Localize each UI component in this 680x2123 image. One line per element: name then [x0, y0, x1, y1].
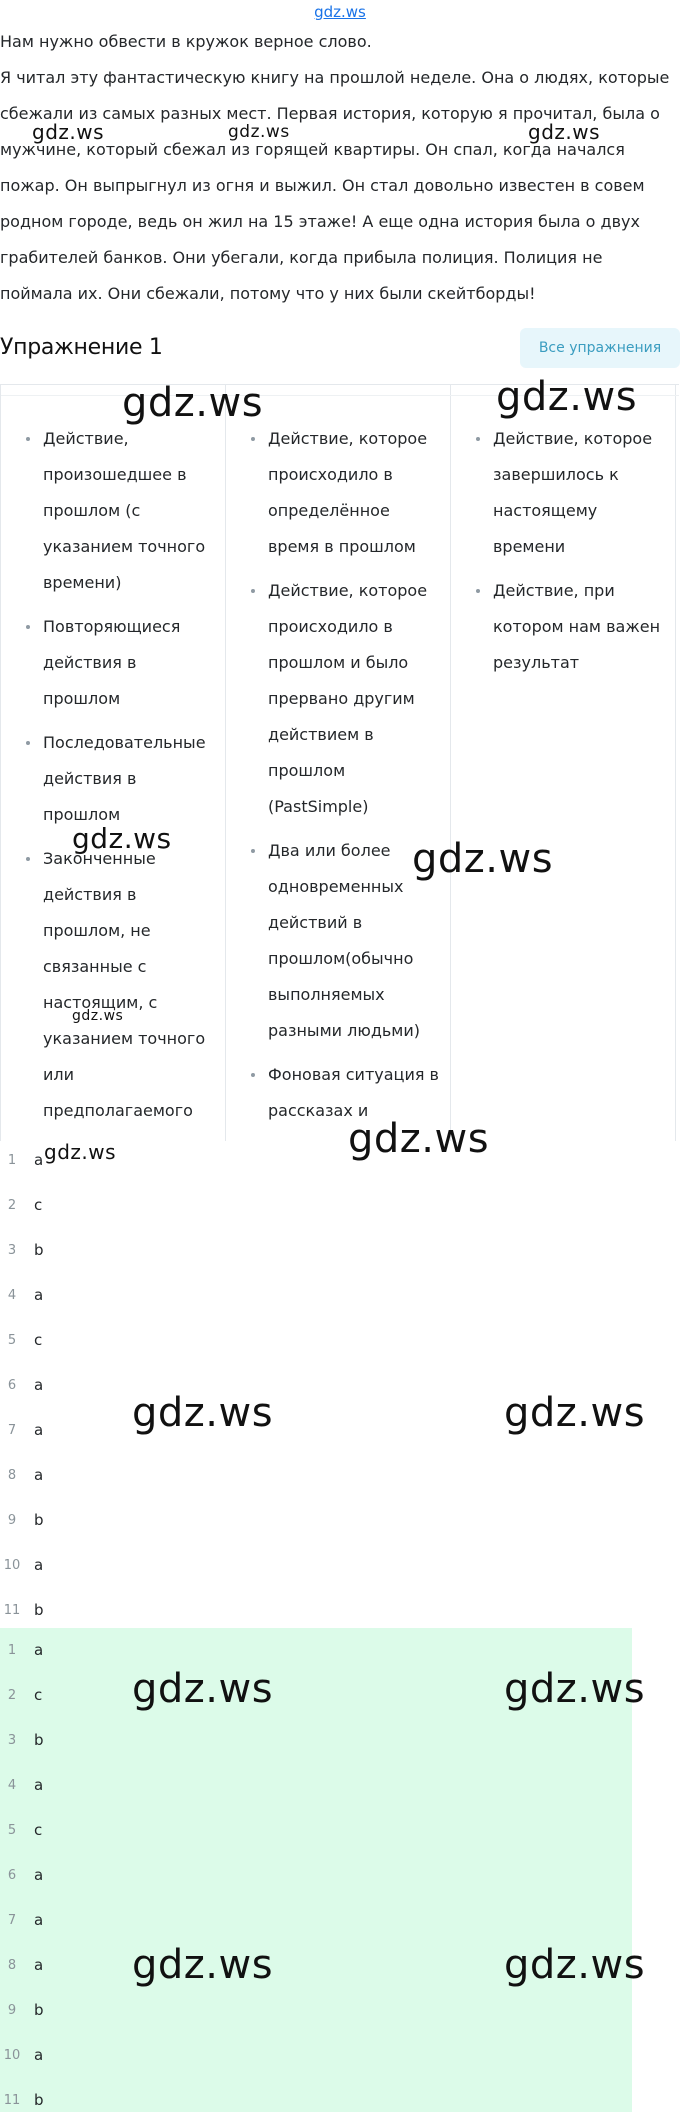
table-column-2: [226, 385, 451, 1141]
answer-value: b: [34, 2001, 44, 2019]
answer-row: [0, 1183, 680, 1228]
answer-value: c: [34, 1686, 43, 1704]
answer-number: 4: [7, 1288, 17, 1303]
answer-number: 10: [3, 1558, 21, 1573]
task-instruction: Нам нужно обвести в кружок верное слово.: [0, 32, 372, 51]
answer-row: [0, 1273, 680, 1318]
answer-row: [0, 1228, 680, 1273]
answer-number: 5: [7, 1333, 17, 1348]
watermark: gdz.ws: [504, 1390, 646, 1436]
table-column-3: [451, 385, 676, 1141]
answer-number: 2: [7, 1198, 17, 1213]
answer-value: a: [34, 1866, 44, 1884]
answer-number: 3: [7, 1733, 17, 1748]
answer-list-1: [0, 1138, 680, 1633]
answer-value: b: [34, 1731, 44, 1749]
answer-row: [0, 1588, 680, 1633]
answer-value: a: [34, 1151, 44, 1169]
answer-value: c: [34, 1196, 43, 1214]
answer-number: 11: [3, 1603, 21, 1618]
watermark: gdz.ws: [496, 374, 638, 420]
answer-row: [0, 1318, 680, 1363]
watermark: gdz.ws: [412, 836, 554, 882]
answer-value: a: [34, 1556, 44, 1574]
tense-usage-table: [0, 384, 679, 1141]
table-list-item: Действие, произошедшее в прошлом (с указанием точного времени): [43, 421, 217, 601]
answer-number: 6: [7, 1868, 17, 1883]
answer-number: 4: [7, 1778, 17, 1793]
all-exercises-button[interactable]: Все упражнения: [520, 328, 680, 368]
answer-value: c: [34, 1821, 43, 1839]
watermark: gdz.ws: [132, 1942, 274, 1988]
table-list-item: Законченные действия в прошлом, не связанные с настоящим, с указанием точного или предполагаемого: [43, 841, 217, 1129]
answer-value: c: [34, 1331, 43, 1349]
answer-number: 1: [7, 1153, 17, 1168]
watermark: gdz.ws: [122, 380, 264, 426]
table-list-item: Действие, которое происходило в определённое время в прошлом: [268, 421, 442, 565]
answer-number: 2: [7, 1688, 17, 1703]
answer-number: 6: [7, 1378, 17, 1393]
answer-number: 1: [7, 1643, 17, 1658]
answer-value: a: [34, 1911, 44, 1929]
table-column-1: [1, 385, 226, 1141]
table-list-item: Действие, которое завершилось к настоящему времени: [493, 421, 667, 565]
answer-number: 10: [3, 2048, 21, 2063]
answer-number: 5: [7, 1823, 17, 1838]
answer-number: 7: [7, 1423, 17, 1438]
answer-row: [0, 1763, 680, 1808]
answer-row: [0, 1808, 680, 1853]
answer-value: a: [34, 1376, 44, 1394]
site-logo[interactable]: gdz.ws: [314, 3, 366, 21]
table-list-item: Повторяющиеся действия в прошлом: [43, 609, 217, 717]
answer-number: 9: [7, 2003, 17, 2018]
answer-value: a: [34, 1956, 44, 1974]
watermark: gdz.ws: [348, 1116, 490, 1162]
answer-value: a: [34, 1421, 44, 1439]
answer-number: 9: [7, 1513, 17, 1528]
answer-number: 7: [7, 1913, 17, 1928]
watermark: gdz.ws: [72, 1008, 124, 1024]
answer-row: [0, 2033, 680, 2078]
answer-value: a: [34, 1641, 44, 1659]
answer-row: [0, 1543, 680, 1588]
watermark: gdz.ws: [132, 1390, 274, 1436]
answer-row: [0, 1453, 680, 1498]
answer-value: b: [34, 2091, 44, 2109]
answer-value: a: [34, 1776, 44, 1794]
answer-value: b: [34, 1241, 44, 1259]
watermark: gdz.ws: [32, 120, 105, 144]
answer-row: [0, 1988, 680, 2033]
answer-row: [0, 2078, 680, 2123]
answer-row: [0, 1718, 680, 1763]
answer-row: [0, 1498, 680, 1543]
answer-value: a: [34, 2046, 44, 2064]
answer-number: 11: [3, 2093, 21, 2108]
answer-number: 3: [7, 1243, 17, 1258]
answer-number: 8: [7, 1958, 17, 1973]
watermark: gdz.ws: [528, 120, 601, 144]
story-text: Я читал эту фантастическую книгу на прошлой неделе. Она о людях, которые сбежали из самых разных мест. Первая история, которую я прочитал, была о мужчине, который сбежал из горящей квартиры. Он спал, когда начался пожар. Он выпрыгнул из огня и выжил. Он стал довольно известен в совем родном городе, ведь он жил на 15 этаже! А еще одна история была о двух грабителей банков. Они убегали, когда прибыла полиция. Полиция не поймала их. Они сбежали, потому что у них были скейтборды!: [0, 68, 670, 303]
table-list-item: Действие, при котором нам важен результат: [493, 573, 667, 681]
answer-value: a: [34, 1286, 44, 1304]
watermark: gdz.ws: [72, 822, 172, 855]
exercise-intro: [0, 24, 672, 312]
watermark: gdz.ws: [228, 122, 290, 142]
table-list-item: Последовательные действия в прошлом: [43, 725, 217, 833]
answer-value: b: [34, 1511, 44, 1529]
watermark: gdz.ws: [504, 1942, 646, 1988]
answer-row: [0, 1853, 680, 1898]
answer-number: 8: [7, 1468, 17, 1483]
watermark: gdz.ws: [44, 1140, 117, 1164]
answer-value: a: [34, 1466, 44, 1484]
watermark: gdz.ws: [504, 1666, 646, 1712]
exercise-title: Упражнение 1: [0, 335, 163, 360]
answer-value: b: [34, 1601, 44, 1619]
table-list-item: Действие, которое происходило в прошлом и было прервано другим действием в прошлом (PastSimple): [268, 573, 442, 825]
answer-row: [0, 1898, 680, 1943]
watermark: gdz.ws: [132, 1666, 274, 1712]
table-list-item: Фоновая ситуация в рассказах и: [268, 1057, 442, 1129]
table-list-item: Два или более одновременных действий в прошлом(обычно выполняемых разными людьми): [268, 833, 442, 1049]
